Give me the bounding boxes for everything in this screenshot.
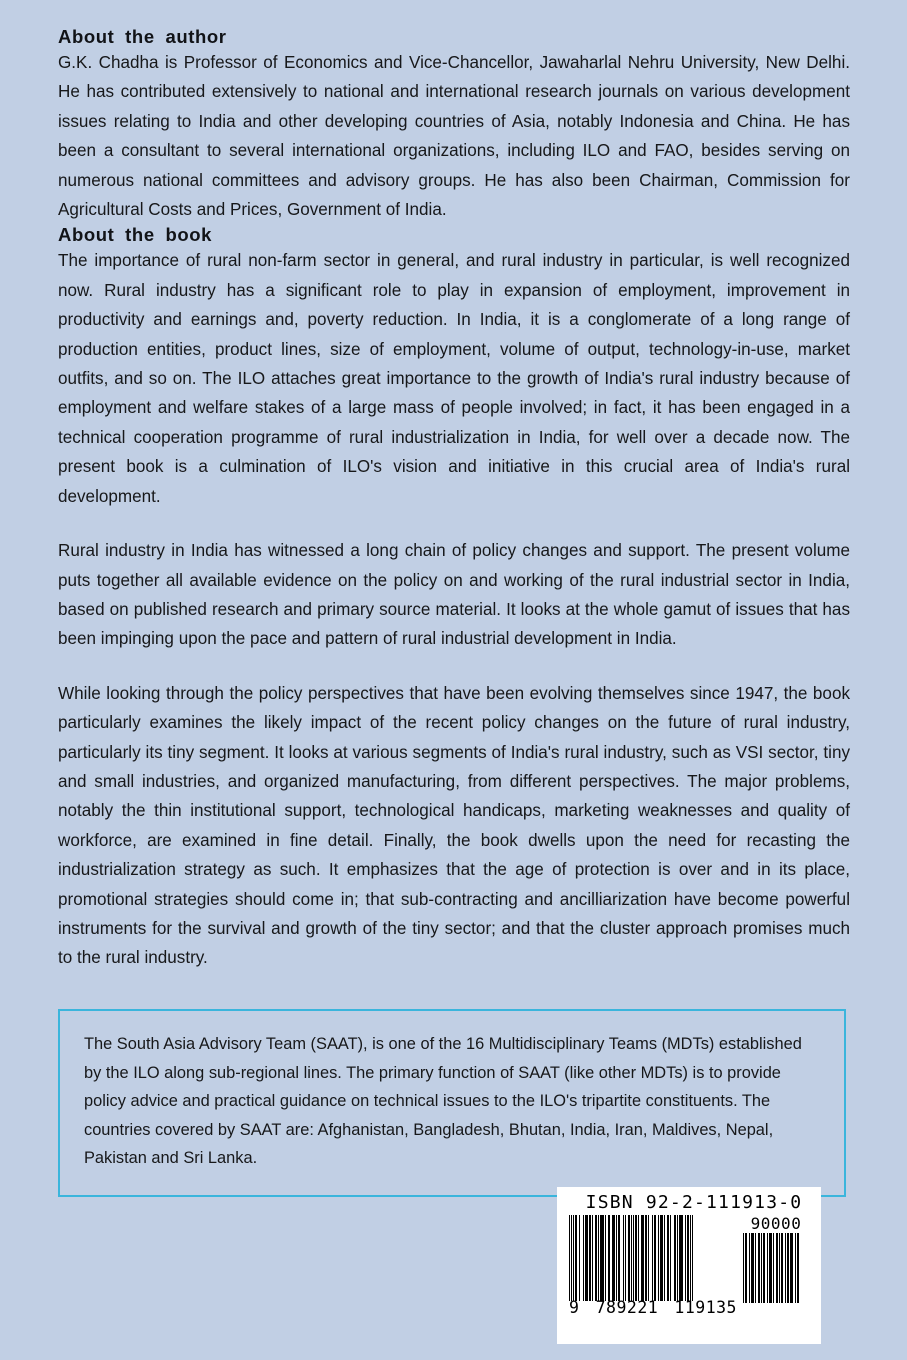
about-author-heading: About the author <box>58 26 227 47</box>
ean-first-digit: 9 <box>569 1298 580 1317</box>
ean-right-group: 119135 <box>674 1298 737 1317</box>
isbn-addon-barcode <box>743 1215 809 1303</box>
about-book-paragraph-2: Rural industry in India has witnessed a long chain of policy changes and support. The present volume puts together all available evidence on the policy on and working of the rural industrial sector in India, based on published research and primary source material. It looks at the whole gamut of issues that has been impinging upon the pace and pattern of rural industrial development in India. <box>58 541 850 649</box>
addon-bars <box>743 1233 809 1303</box>
about-book-heading: About the book <box>58 224 213 246</box>
isbn-number-label: ISBN 92-2-111913-0 <box>585 1192 803 1213</box>
addon-digits: 90000 <box>750 1214 802 1233</box>
cover-text-content <box>58 26 850 973</box>
about-book-paragraph-1: The importance of rural non-farm sector in general, and rural industry in particular, is well recognized now. Rural industry has a significant role to play in expansion of employment, improvement in productivity and earnings and, poverty reduction. In India, it is a conglomerate of a long range of production entities, product lines, size of employment, volume of output, technology-in-use, market outfits, and so on. The ILO attaches great importance to the growth of India's rural industry because of employment and welfare stakes of a large mass of people involved; in fact, it has been engaged in a technical cooperation programme of rural industrialization in India, for well over a decade now. The present book is a culmination of ILO's vision and initiative in this crucial area of India's rural development. <box>58 251 850 506</box>
ean13-barcode <box>569 1215 737 1317</box>
saat-info-box <box>58 1009 846 1197</box>
about-author-section <box>58 26 850 224</box>
about-author-paragraph: G.K. Chadha is Professor of Economics and Vice-Chancellor, Jawaharlal Nehru University, New Delhi. He has contributed extensively to national and international research journals on various development issues relating to India and other developing countries of Asia, notably Indonesia and China. He has been a consultant to several international organizations, including ILO and FAO, besides serving on numerous national committees and advisory groups. He has also been Chairman, Commission for Agricultural Costs and Prices, Government of India. <box>58 53 850 220</box>
about-book-paragraph-3: While looking through the policy perspectives that have been evolving themselves since 1947, the book particularly examines the likely impact of the recent policy changes on the future of rural industry, particularly its tiny segment. It looks at various segments of India's rural industry, such as VSI sector, tiny and small industries, and organized manufacturing, from different perspectives. The major problems, notably the thin institutional support, technological handicaps, marketing weaknesses and quality of workforce, are examined in fine detail. Finally, the book dwells upon the need for recasting the industrialization strategy as such. It emphasizes that the age of protection is over and in its place, promotional strategies should come in; that sub-contracting and ancilliarization have become powerful instruments for the survival and growth of the tiny sector; and that the cluster approach promises much to the rural industry. <box>58 683 850 968</box>
ean-left-group: 789221 <box>595 1298 659 1317</box>
ean13-digits <box>569 1299 737 1317</box>
isbn-barcode <box>557 1187 821 1344</box>
saat-paragraph: The South Asia Advisory Team (SAAT), is one of the 16 Multidisciplinary Teams (MDTs) established by the ILO along sub-regional lines. The primary function of SAAT (like other MDTs) is to provide policy advice and practical guidance on technical issues to the ILO's tripartite constituents. The countries covered by SAAT are: Afghanistan, Bangladesh, Bhutan, India, Iran, Maldives, Nepal, Pakistan and Sri Lanka. <box>84 1035 802 1168</box>
about-book-section <box>58 224 850 972</box>
barcode-row <box>569 1215 809 1317</box>
ean13-bars <box>569 1215 733 1301</box>
